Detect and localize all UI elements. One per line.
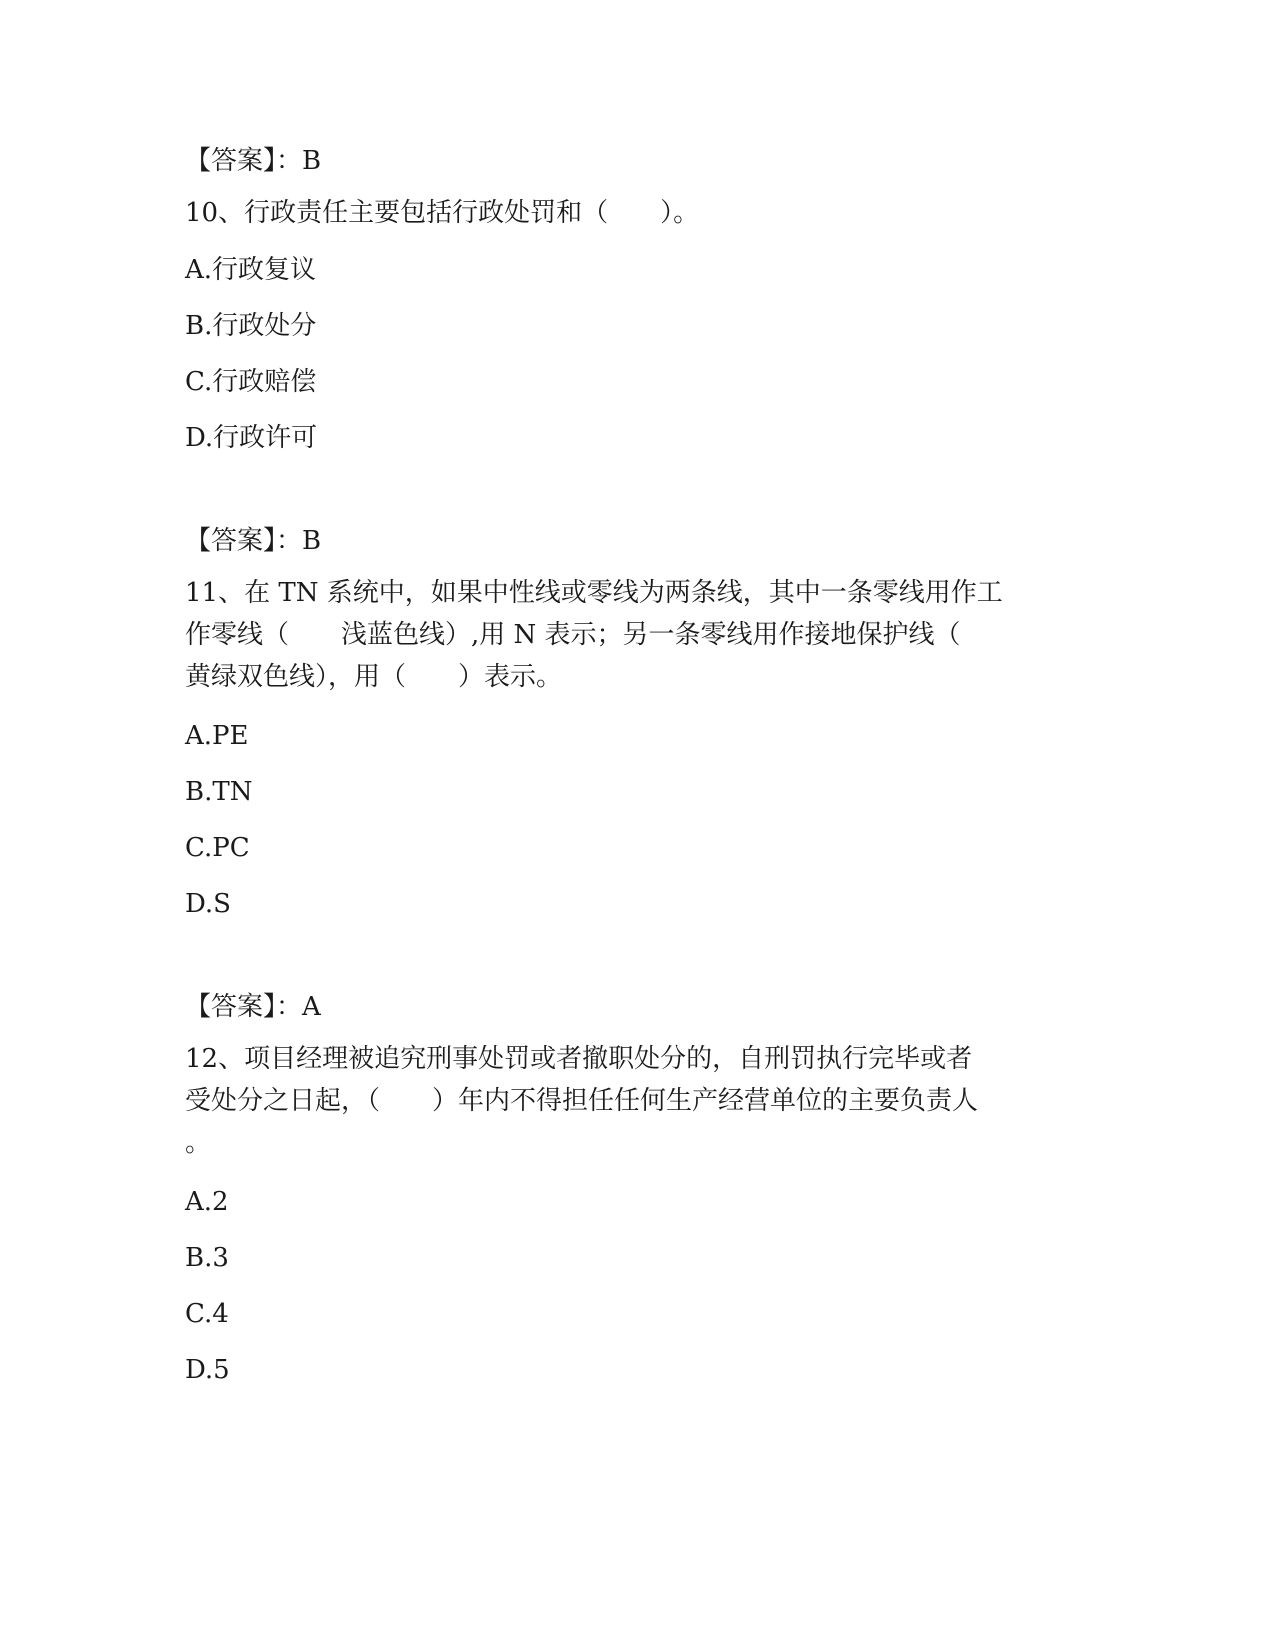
option-c: C.行政赔偿 (185, 367, 317, 397)
option-c: C.4 (185, 1299, 229, 1329)
question-text-line: 。 (185, 1128, 212, 1158)
option-c: C.PC (185, 833, 250, 863)
option-d: D.5 (185, 1355, 230, 1385)
option-d: D.S (185, 889, 231, 919)
question-text-line: 黄绿双色线），用（ ）表示。 (185, 662, 563, 692)
question-text-line: 11、在 TN 系统中，如果中性线或零线为两条线，其中一条零线用作工 (185, 578, 1003, 608)
option-a: A.PE (185, 721, 249, 751)
option-d: D.行政许可 (185, 423, 318, 453)
question-text-line: 10、行政责任主要包括行政处罚和（ ）。 (185, 198, 700, 228)
question-12-stem (185, 1038, 1085, 1164)
answer-line: 【答案】：B (185, 146, 322, 176)
question-text-line: 作零线（ 浅蓝色线）,用 N 表示；另一条零线用作接地保护线（ (185, 620, 961, 650)
option-a: A.行政复议 (185, 255, 317, 285)
answer-line: 【答案】：A (185, 992, 321, 1022)
option-b: B.TN (185, 777, 253, 807)
answer-line: 【答案】：B (185, 526, 322, 556)
question-text-line: 12、项目经理被追究刑事处罚或者撤职处分的，自刑罚执行完毕或者 (185, 1044, 973, 1074)
question-11-stem (185, 572, 1085, 698)
document-page (185, 140, 1085, 1398)
question-text-line: 受处分之日起，（ ）年内不得担任任何生产经营单位的主要负责人 (185, 1086, 979, 1116)
option-a: A.2 (185, 1187, 229, 1217)
option-b: B.行政处分 (185, 311, 317, 341)
option-b: B.3 (185, 1243, 229, 1273)
question-10-stem (185, 192, 1085, 234)
